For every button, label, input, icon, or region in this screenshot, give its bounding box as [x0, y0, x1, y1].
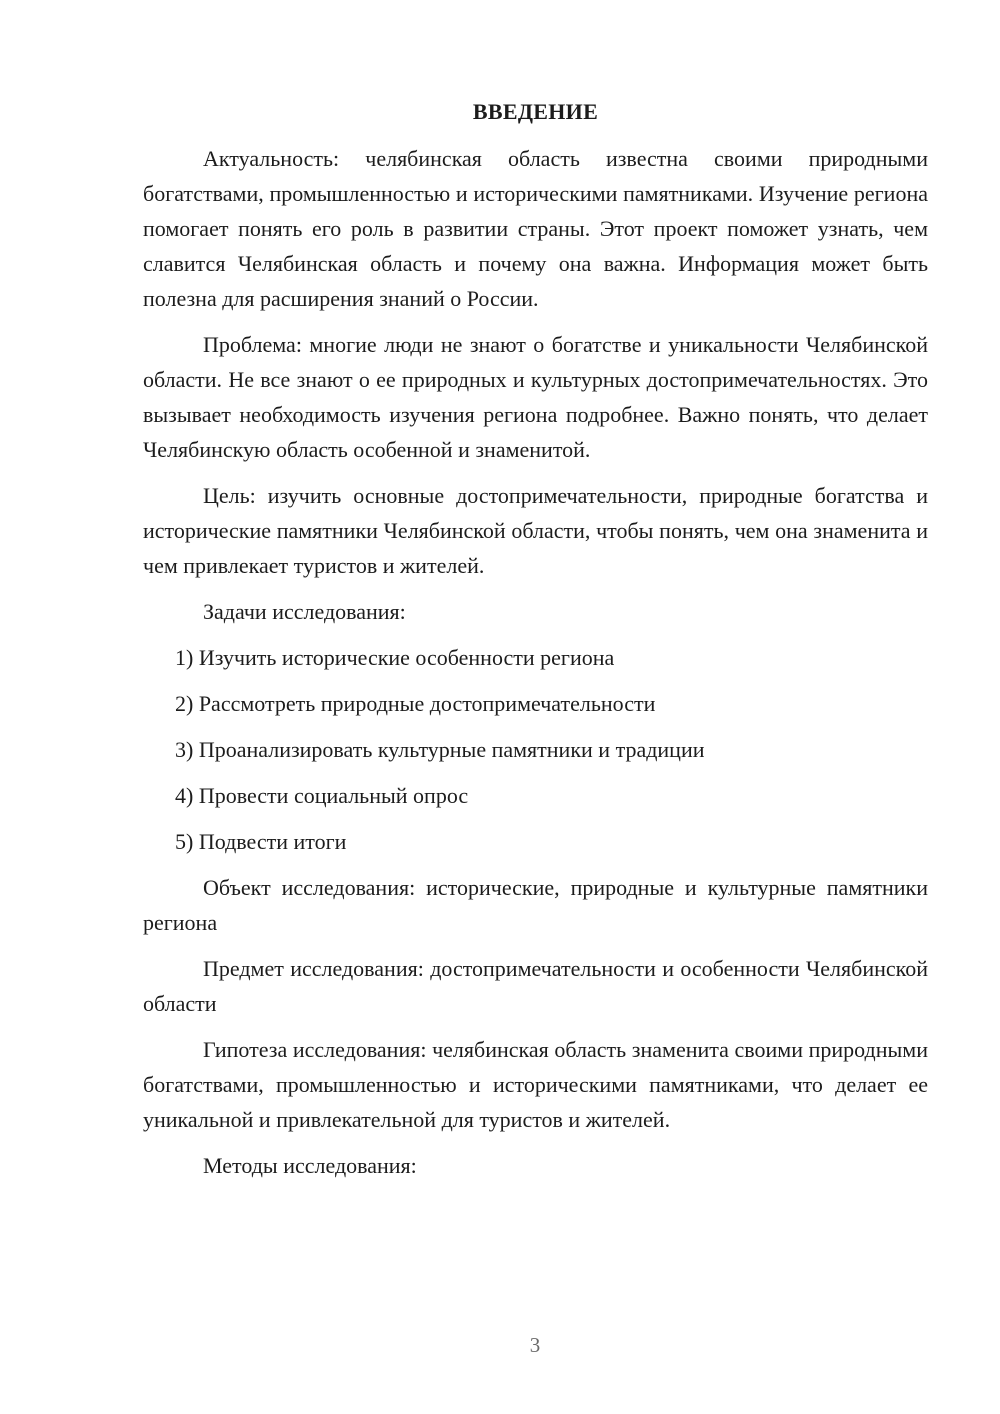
paragraph-hypothesis: Гипотеза исследования: челябинская область знаменита своими природными богатствами, промышленностью и историческими памятниками, что делает ее уникальной и привлекательной для туристов и жителей. — [143, 1037, 928, 1132]
page-number: 3 — [529, 1333, 541, 1357]
tasks-list — [143, 640, 928, 859]
paragraph-goal: Цель: изучить основные достопримечательности, природные богатства и исторические памятники Челябинской области, чтобы понять, чем она знаменита и чем привлекает туристов и жителей. — [143, 483, 928, 578]
paragraph-relevance: Актуальность: челябинская область известна своими природными богатствами, промышленностью и историческими памятниками. Изучение региона помогает понять его роль в развитии страны. Этот проект поможет узнать, чем славится Челябинская область и почему она важна. Информация может быть полезна для расширения знаний о России. — [143, 146, 928, 311]
paragraph-subject: Предмет исследования: достопримечательности и особенности Челябинской области — [143, 956, 928, 1016]
list-item: 1) Изучить исторические особенности региона — [175, 645, 615, 670]
tasks-heading: Задачи исследования: — [203, 599, 406, 624]
paragraph-problem: Проблема: многие люди не знают о богатстве и уникальности Челябинской области. Не все знают о ее природных и культурных достопримечательностях. Это вызывает необходимость изучения региона подробнее. Важно понять, что делает Челябинскую область особенной и знаменитой. — [143, 332, 928, 462]
paragraph-object: Объект исследования: исторические, природные и культурные памятники региона — [143, 875, 928, 935]
section-title: ВВЕДЕНИЕ — [472, 99, 599, 124]
document-page — [143, 94, 928, 1194]
list-item: 2) Рассмотреть природные достопримечательности — [175, 691, 656, 716]
paragraph-methods: Методы исследования: — [203, 1153, 417, 1178]
list-item: 3) Проанализировать культурные памятники и традиции — [175, 737, 705, 762]
list-item: 4) Провести социальный опрос — [175, 783, 469, 808]
list-item: 5) Подвести итоги — [175, 829, 347, 854]
